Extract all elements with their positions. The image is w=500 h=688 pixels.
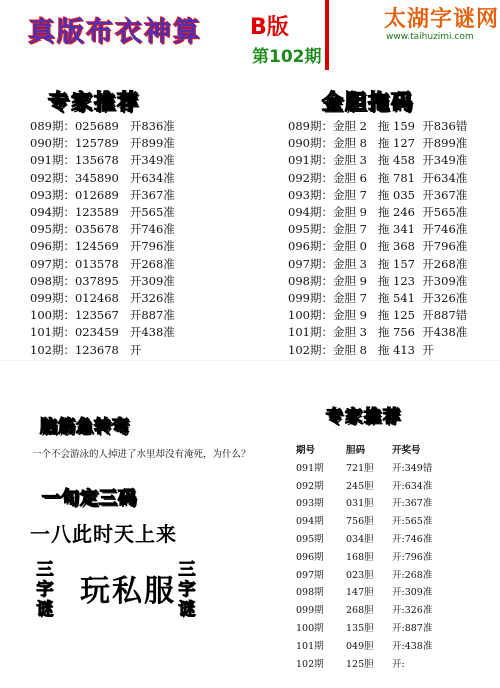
list-item: 097期：013578 开268准 [30,256,175,271]
list-item: 091期：金胆 3 拖 458 开349准 [288,153,468,168]
list-item: 094期：123589 开565准 [30,205,175,220]
list-item: 101期：023459 开438准 [30,325,175,340]
gold-panel-heading: 金胆拖码 [322,90,414,114]
list-item: 098期：金胆 9 拖 123 开309准 [288,273,468,288]
list-item: 090期：金胆 8 拖 127 开899准 [288,136,468,151]
list-item: 099期：金胆 7 拖 541 开326准 [288,291,468,306]
list-item: 092期：金胆 6 拖 781 开634准 [288,170,468,185]
issue-label: 第102期 [252,47,322,67]
page-title: 真版布衣神算 [28,17,202,48]
list-item: 101期：金胆 3 拖 756 开438准 [288,325,468,340]
table-row: 097期 023胆 开:268准 [296,569,433,581]
table-row: 095期 034胆 开:746准 [296,533,433,545]
site-logo-url: www.taihuzimi.com [386,32,474,42]
riddle-answer: 玩私服 [80,574,176,609]
table-row: 096期 168胆 开:796准 [296,551,433,563]
header-divider [325,0,329,70]
table-row: 099期 268胆 开:326准 [296,605,433,617]
list-item: 097期：金胆 3 拖 157 开268准 [288,256,468,271]
list-item: 098期：037895 开309准 [30,273,175,288]
vertical-label-right: 三 字 谜 [178,560,196,620]
site-logo-text: 太湖字谜网 [384,7,500,32]
expert-panel-heading: 专家推荐 [48,90,140,114]
riddle-heading: 脑筋急转弯 [40,417,130,437]
table-row: 102期 125胆 开: [296,658,405,670]
list-item: 100期：金胆 9 拖 125 开887错 [288,308,468,323]
table-row: 094期 756胆 开:565准 [296,516,433,528]
list-item: 089期：金胆 2 拖 159 开836错 [288,119,468,133]
table-row: 101期 049胆 开:438准 [296,640,433,652]
list-item: 093期：012689 开367准 [30,187,175,202]
table-header [296,442,452,460]
expert-panel-list [30,118,175,359]
phrase-heading: 一句定三码 [42,488,137,509]
list-item: 095期：035678 开746准 [30,222,175,237]
list-item: 091期：135678 开349准 [30,153,175,168]
table-row: 092期 245胆 开:634准 [296,480,433,492]
list-item: 092期：345890 开634准 [30,170,175,185]
list-item: 102期：金胆 8 拖 413 开 [288,342,434,357]
list-item: 093期：金胆 7 拖 035 开367准 [288,187,468,202]
riddle-phrase: 一八此时天上来 [30,522,177,546]
table-row: 091期 721胆 开:349错 [296,462,433,474]
gold-panel-list [288,118,467,359]
list-item: 089期：025689 开836准 [30,119,175,133]
riddle-question: 一个不会游泳的人掉进了水里却没有淹死，为什么？ [32,449,251,460]
table-row: 098期 147胆 开:309准 [296,587,433,599]
column-header: 胆码 [346,445,366,456]
column-header: 开奖号 [392,445,421,456]
vertical-label-left: 三 字 谜 [36,560,54,620]
list-item: 102期：123678 开 [30,342,142,357]
table-row: 093期 031胆 开:367准 [296,498,433,510]
list-item: 096期：金胆 0 拖 368 开796准 [288,239,468,254]
list-item: 094期：金胆 9 拖 246 开565准 [288,205,468,220]
list-item: 095期：金胆 7 拖 341 开746准 [288,222,468,237]
table-panel-heading: 专家推荐 [326,407,402,427]
list-item: 096期：124569 开796准 [30,239,175,254]
list-item: 100期：123567 开887准 [30,308,175,323]
table-row: 100期 135胆 开:887准 [296,622,433,634]
section-divider [0,360,500,361]
prediction-table [296,442,452,673]
column-header: 期号 [296,445,316,456]
list-item: 099期：012468 开326准 [30,291,175,306]
edition-label: B版 [250,15,289,40]
list-item: 090期：125789 开899准 [30,136,175,151]
